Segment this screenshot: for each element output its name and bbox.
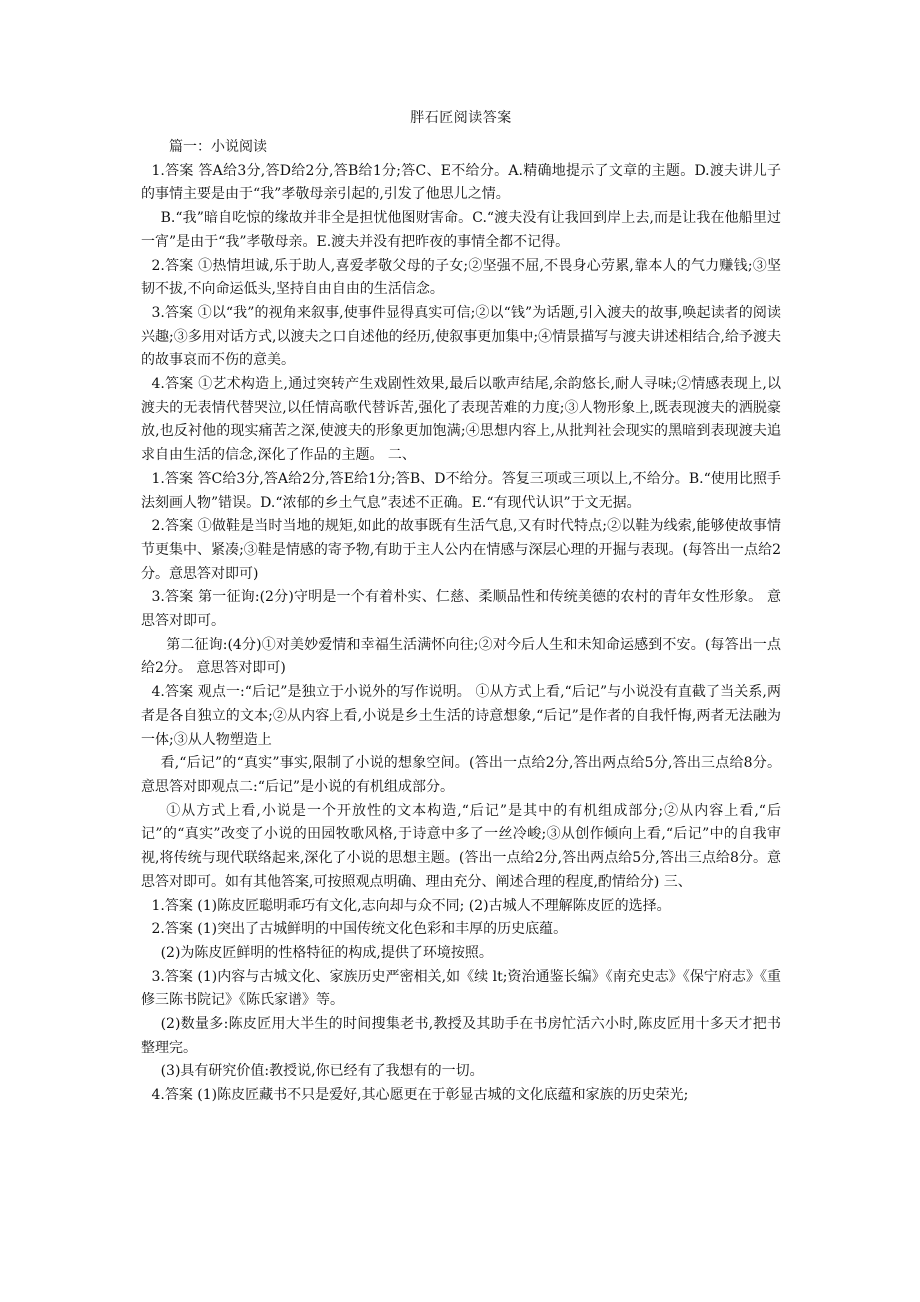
answer-paragraph: (3)具有研究价值:教授说,你已经有了我想有的一切。	[160, 1063, 484, 1080]
answer-paragraph: 4.答案 观点一:“后记”是独立于小说外的写作说明。 ①从方式上看,“后记”与小说没有直截了当关系,两者是各自独立的文本;②从内容上看,小说是乡土生活的诗意想象,“后记”是作者的自我忏悔,两者无法融为一体;③从人物塑造上	[141, 684, 781, 748]
answer-paragraph: 看,“后记”的“真实”事实,限制了小说的想象空间。(答出一点给2分,答出两点给5分,答出三点给8分。意思答对即观点二:“后记”是小说的有机组成部分。	[141, 755, 781, 795]
answer-paragraph: 2.答案 ①热情坦诚,乐于助人,喜爱孝敬父母的子女;②坚强不屈,不畏身心劳累,靠本人的气力赚钱;③坚韧不拔,不向命运低头,坚持自由自由的生活信念。	[141, 257, 781, 298]
answer-paragraph: 1.答案 答A给3分,答D给2分,答B给1分;答C、E不给分。A.精确地提示了文章的主题。D.渡夫讲儿子的事情主要是由于“我”孝敬母亲引起的,引发了他思儿之情。	[141, 162, 781, 203]
answer-paragraph: 1.答案 答C给3分,答A给2分,答E给1分;答B、D不给分。答复三项或三项以上,不给分。B.“使用比照手法刻画人物”错误。D.“浓郁的乡土气息”表述不正确。E.“有现代认识”于文无据。	[141, 470, 781, 511]
answer-paragraph: 3.答案 ①以“我”的视角来叙事,使事件显得真实可信;②以“钱”为话题,引入渡夫的故事,唤起读者的阅读兴趣;③多用对话方式,以渡夫之口自述他的经历,使叙事更加集中;④情景描写与渡夫讲述相结合,给予渡夫的故事哀而不伤的意美。	[141, 304, 781, 369]
answer-paragraph: (2)为陈皮匠鲜明的性格特征的构成,提供了环境按照。	[160, 944, 493, 961]
section-heading: 篇一：小说阅读	[169, 139, 267, 155]
answer-paragraph: 2.答案 ①做鞋是当时当地的规矩,如此的故事既有生活气息,又有时代特点;②以鞋为线索,能够使故事情节更集中、紧凑;③鞋是情感的寄予物,有助于主人公内在情感与深层心理的开掘与表现。(每答出一点给2分。意思答对即可)	[141, 518, 781, 582]
document-title: 胖石匠阅读答案	[410, 110, 512, 126]
answer-paragraph: B.“我”暗自吃惊的缘故并非全是担忧他图财害命。C.“渡夫没有让我回到岸上去,而是让我在他船里过一宵”是由于“我”孝敬母亲。E.渡夫并没有把昨夜的事情全都不记得。	[141, 210, 781, 250]
answer-paragraph: 1.答案 (1)陈皮匠聪明乖巧有文化,志向却与众不同; (2)古城人不理解陈皮匠的选择。	[151, 897, 671, 914]
answer-paragraph: 2.答案 (1)突出了古城鲜明的中国传统文化色彩和丰厚的历史底蕴。	[151, 921, 568, 938]
document-page	[141, 107, 781, 1108]
answer-paragraph: ①从方式上看,小说是一个开放性的文本构造,“后记”是其中的有机组成部分;②从内容上看,“后记”的“真实”改变了小说的田园牧歌风格,于诗意中多了一丝冷峻;③从创作倾向上看,“后记”中的自我审视,将传统与现代联络起来,深化了小说的思想主题。(答出一点给2分,答出两点给5分,答出三点给8分。意思答对即可。如有其他答案,可按照观点明确、理由充分、阐述合理的程度,酌情给分) 三、	[141, 802, 781, 890]
answer-paragraph: (2)数量多:陈皮匠用大半生的时间搜集老书,教授及其助手在书房忙活六小时,陈皮匠用十多天才把书整理完。	[141, 1016, 781, 1056]
answer-paragraph: 4.答案 ①艺术构造上,通过突转产生戏剧性效果,最后以歌声结尾,余韵悠长,耐人寻味;②情感表现上,以渡夫的无表情代替哭泣,以任情高歌代替诉苦,强化了表现苦难的力度;③人物形象上,既表现渡夫的洒脱豪放,也反衬他的现实痛苦之深,使渡夫的形象更加饱满;④思想内容上,从批判社会现实的黑暗到表现渡夫追求自由生活的信念,深化了作品的主题。 二、	[141, 376, 781, 464]
answer-paragraph: 3.答案 (1)内容与古城文化、家族历史严密相关,如《续 lt;资治通鉴长编》《南充史志》《保宁府志》《重修三陈书院记》《陈氏家谱》等。	[141, 968, 781, 1009]
answer-paragraph: 4.答案 (1)陈皮匠藏书不只是爱好,其心愿更在于彰显古城的文化底蕴和家族的历史荣光;	[151, 1087, 689, 1104]
answer-paragraph: 3.答案 第一征询:(2分)守明是一个有着朴实、仁慈、柔顺品性和传统美德的农村的青年女性形象。 意思答对即可。	[141, 589, 781, 630]
answer-paragraph: 第二征询:(4分)①对美妙爱情和幸福生活满怀向往;②对今后人生和未知命运感到不安。(每答出一点给2分。 意思答对即可)	[141, 636, 781, 677]
